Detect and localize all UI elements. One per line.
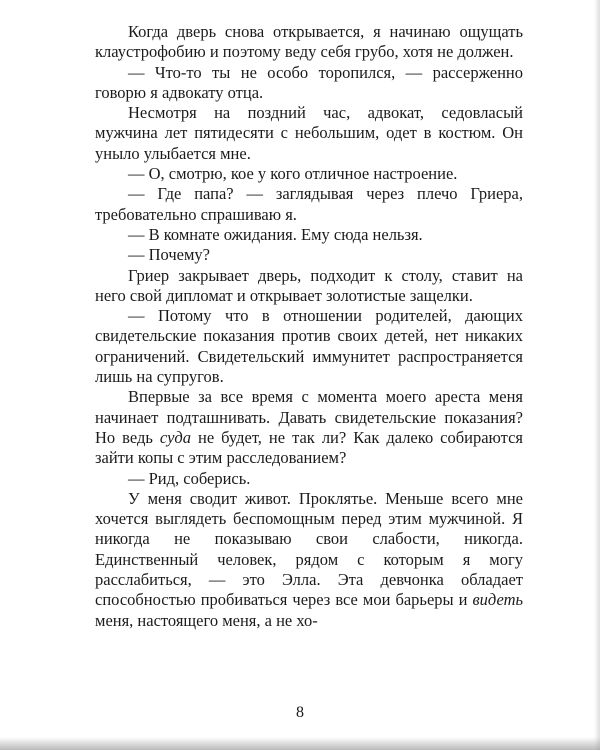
paragraph xyxy=(95,63,523,104)
paragraph xyxy=(95,164,523,184)
paragraph xyxy=(95,266,523,307)
paragraph xyxy=(95,184,523,225)
text-run: — Почему? xyxy=(128,245,211,265)
page-number: 8 xyxy=(296,704,304,721)
paragraph xyxy=(95,103,523,164)
paragraph xyxy=(95,225,523,245)
paragraph xyxy=(95,489,523,631)
paragraph xyxy=(95,387,523,468)
paragraph xyxy=(95,306,523,387)
text-run: меня, настоящего меня, а не хо- xyxy=(95,610,318,630)
paragraph xyxy=(95,245,523,265)
paragraph xyxy=(95,469,523,489)
text-run: суда xyxy=(159,427,191,447)
text-run: — О, смотрю, кое у кого отличное настроение. xyxy=(128,164,458,184)
text-run: видеть xyxy=(472,590,523,610)
text-run: — Где папа? — заглядывая через плечо Гриера, требовательно спрашиваю я. xyxy=(95,184,523,224)
text-run: Несмотря на поздний час, адвокат, седовласый мужчина лет пятидесяти с небольшим, одет в костюм. Он уныло улыбается мне. xyxy=(95,103,523,163)
text-run: Гриер закрывает дверь, подходит к столу, ставит на него свой дипломат и открывает золотистые защелки. xyxy=(95,265,523,305)
text-run: — Рид, соберись. xyxy=(128,468,251,488)
text-run: — Что-то ты не особо торопился, — рассерженно говорю я адвокату отца. xyxy=(95,62,523,102)
text-run: У меня сводит живот. Проклятье. Меньше всего мне хочется выглядеть беспомощным перед этим мужчиной. Я никогда не показываю свои слабости, никогда. Единственный человек, рядом с которым я могу расслабиться, — это Элла. Эта девчонка обладает способностью пробиваться через все мои барьеры и xyxy=(95,488,523,610)
text-run: Впервые за все время с момента моего ареста меня начинает подташнивать. Давать свидетельские показания? Но ведь xyxy=(95,387,523,447)
paragraph xyxy=(95,22,523,63)
page-text xyxy=(95,22,523,631)
scan-shadow-bottom xyxy=(0,737,600,750)
text-run: — Потому что в отношении родителей, дающих свидетельские показания против своих детей, нет никаких ограничений. Свидетельский иммунитет распространяется лишь на супругов. xyxy=(95,306,523,387)
text-run: — В комнате ожидания. Ему сюда нельзя. xyxy=(128,224,423,244)
text-run: Когда дверь снова открывается, я начинаю ощущать клаустрофобию и поэтому веду себя грубо, хотя не должен. xyxy=(95,22,523,62)
scan-shadow-right xyxy=(594,0,600,750)
text-run: не будет, не так ли? Как далеко собираются зайти копы с этим расследованием? xyxy=(95,427,523,468)
